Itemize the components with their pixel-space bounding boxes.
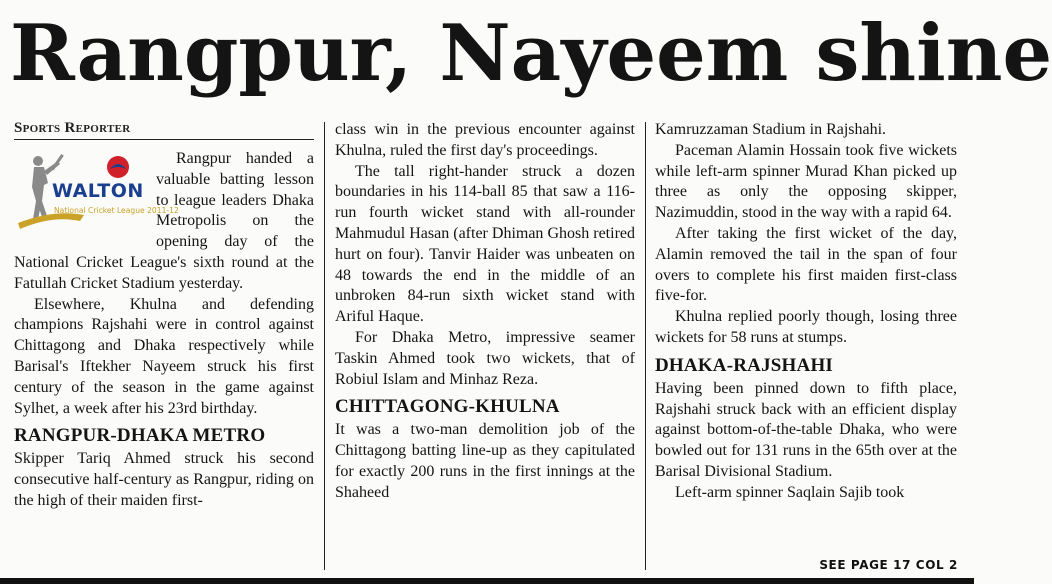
article-paragraph: Kamruzzaman Stadium in Rajshahi. bbox=[655, 121, 887, 138]
subhead-dhaka-rajshahi: DHAKA-RAJSHAHI bbox=[655, 354, 834, 376]
article-paragraph: For Dhaka Metro, impressive seamer Taskin Ahmed took two wickets, that of Robiul Islam and Minhaz Reza. bbox=[335, 328, 635, 388]
article-paragraph: Rangpur handed a valuable batting lesson to league leaders Dhaka Metropolis on the opening day of the National Cricket League's sixth round at the Fatullah Cricket Stadium yesterday. bbox=[14, 150, 314, 292]
column-rule-1 bbox=[324, 122, 325, 570]
column-rule-2 bbox=[645, 122, 646, 570]
subhead-chittagong-khulna: CHITTAGONG-KHULNA bbox=[335, 396, 560, 418]
article-paragraph: class win in the previous encounter against Khulna, ruled the first day's proceedings. bbox=[335, 121, 635, 159]
article-paragraph: Skipper Tariq Ahmed struck his second consecutive half-century as Rangpur, riding on the high of their maiden first- bbox=[14, 450, 314, 509]
cricket-batsman-logo-icon bbox=[14, 149, 179, 235]
headline: Rangpur, Nayeem shine bbox=[10, 8, 1052, 99]
logo-tagline-text: National Cricket League 2011-12 bbox=[54, 206, 179, 215]
byline: Sports Reporter bbox=[14, 120, 314, 140]
logo-brand-text: WALTON bbox=[52, 180, 144, 202]
page-bottom-rule bbox=[0, 578, 974, 584]
article-paragraph: Paceman Alamin Hossain took five wickets while left-arm spinner Murad Khan picked up three as only the opposing skipper, Nazimuddin, stood in the way with a rapid 64. bbox=[655, 141, 957, 222]
article-paragraph: Elsewhere, Khulna and defending champions Rajshahi were in control against Chittagong and Dhaka respectively while Barisal's Iftekher Nayeem struck his first century of the season in the game against Sylhet, a week after his 23rd birthday. bbox=[14, 295, 314, 417]
article-paragraph: Khulna replied poorly though, losing three wickets for 58 runs at stumps. bbox=[655, 308, 957, 346]
article-paragraph: It was a two-man demolition job of the Chittagong batting line-up as they capitulated for exactly 200 runs in the first innings at the Shaheed bbox=[335, 421, 635, 501]
article-paragraph: The tall right-hander struck a dozen boundaries in his 114-ball 85 that saw a 116-run fourth wicket stand with all-rounder Mahmudul Hasan (after Dhiman Ghosh retired hurt on four). Tanvir Haider was unbeaten on 48 towards the end in the middle of an unbroken 84-run sixth wicket stand with Ariful Haque. bbox=[335, 162, 635, 326]
article-paragraph: Having been pinned down to fifth place, Rajshahi struck back with an efficient display against bottom-of-the-table Dhaka, who were bowled out for 131 runs in the 65th over at the Barisal Divisional Stadium. bbox=[655, 379, 957, 480]
article-paragraph: Left-arm spinner Saqlain Sajib took bbox=[675, 483, 905, 501]
subhead-rangpur-dhaka-metro: RANGPUR-DHAKA METRO bbox=[14, 425, 266, 447]
article-paragraph: After taking the first wicket of the day, Alamin removed the tail in the span of four overs to complete his first maiden first-class five-for. bbox=[655, 224, 957, 305]
continuation-jump-line: SEE PAGE 17 COL 2 bbox=[819, 558, 958, 572]
article-column-1 bbox=[14, 120, 314, 512]
walton-ncl-logo bbox=[14, 149, 179, 235]
article-column-3 bbox=[655, 120, 957, 504]
article-column-2 bbox=[335, 120, 635, 504]
